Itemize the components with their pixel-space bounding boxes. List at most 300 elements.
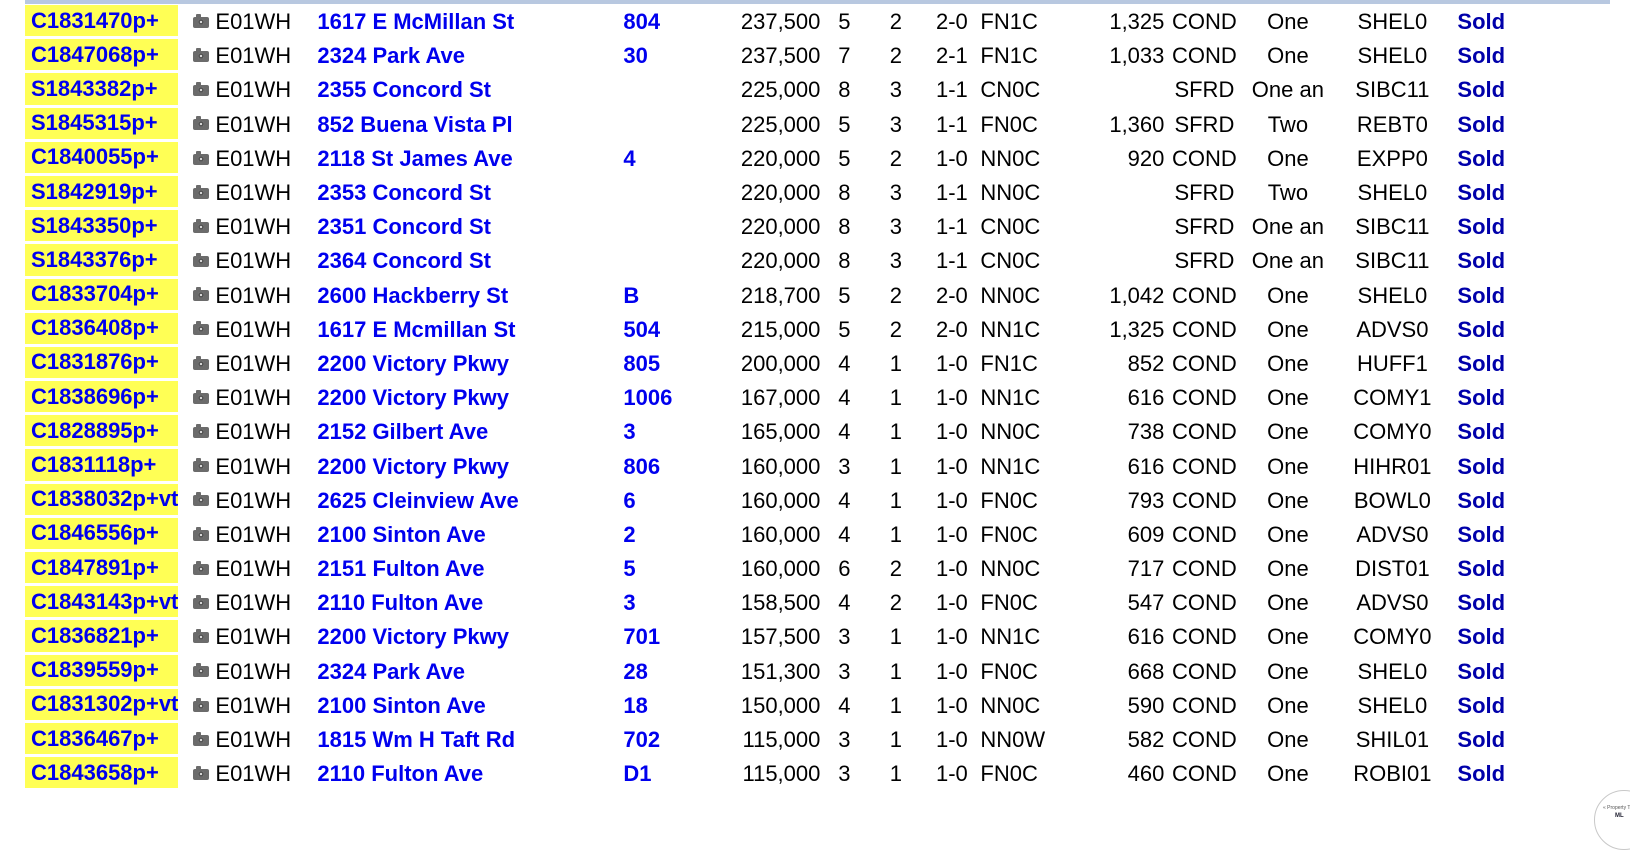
camera-icon[interactable]: [193, 393, 209, 404]
square-feet: 616: [1127, 385, 1165, 411]
square-feet: 793: [1127, 487, 1165, 513]
table-row: [25, 142, 1533, 176]
sold-price: 150,000: [740, 692, 821, 718]
property-style: One: [1267, 350, 1309, 376]
unit-number[interactable]: 2: [623, 521, 636, 547]
camera-icon[interactable]: [193, 598, 209, 609]
sold-price: 220,000: [740, 214, 821, 240]
sold-price: 160,000: [740, 487, 821, 513]
address-link[interactable]: 2152 Gilbert Ave: [317, 419, 489, 445]
listing-code: NN0C: [980, 180, 1041, 206]
camera-icon[interactable]: [193, 188, 209, 199]
bedrooms-count: 2: [889, 145, 903, 171]
property-style: Two: [1267, 180, 1309, 206]
address-link[interactable]: 1617 E Mcmillan St: [317, 316, 516, 342]
agent-code: SHEL0: [1357, 43, 1428, 69]
area-code: E01WH: [215, 453, 292, 479]
rooms-count: 5: [838, 111, 851, 137]
sold-price: 151,300: [740, 658, 821, 684]
photo-area-cell: [178, 552, 317, 586]
area-code: E01WH: [215, 692, 292, 718]
rooms-count: 7: [838, 43, 851, 69]
unit-number[interactable]: [623, 176, 715, 210]
bedrooms-count: 3: [889, 180, 903, 206]
camera-icon[interactable]: [193, 701, 209, 712]
bedrooms-count: 1: [889, 761, 903, 787]
address-link[interactable]: 2200 Victory Pkwy: [317, 350, 509, 376]
address-link[interactable]: 2100 Sinton Ave: [317, 521, 486, 547]
agent-code: SHEL0: [1357, 9, 1428, 35]
photo-area-cell: [178, 620, 317, 654]
unit-number[interactable]: 5: [623, 556, 636, 582]
property-type: COND: [1172, 727, 1237, 753]
area-code: E01WH: [215, 419, 292, 445]
table-row: [25, 244, 1533, 278]
rooms-count: 3: [838, 727, 851, 753]
table-row: [25, 552, 1533, 586]
property-type: COND: [1172, 453, 1237, 479]
mls-number-link[interactable]: C1846556p+: [25, 518, 178, 552]
square-feet: 609: [1127, 521, 1165, 547]
photo-area-cell: [178, 210, 317, 244]
baths-count: 2-1: [935, 43, 968, 69]
sold-price: 215,000: [740, 316, 821, 342]
unit-number[interactable]: 806: [623, 453, 661, 479]
mls-number-link[interactable]: S1845315p+: [25, 108, 178, 142]
address-link[interactable]: 2324 Park Ave: [317, 43, 465, 69]
bedrooms-count: 1: [889, 487, 903, 513]
square-feet: 582: [1127, 727, 1165, 753]
unit-number[interactable]: 30: [623, 43, 648, 69]
listing-code: NN0W: [980, 727, 1046, 753]
address-link[interactable]: 2110 Fulton Ave: [317, 761, 484, 787]
status-label: Sold: [1457, 624, 1506, 650]
mls-number-link[interactable]: C1836408p+: [25, 313, 178, 347]
address-link[interactable]: 2100 Sinton Ave: [317, 692, 486, 718]
baths-count: 1-0: [935, 385, 968, 411]
baths-count: 1-1: [935, 214, 968, 240]
bedrooms-count: 2: [889, 43, 903, 69]
listing-code: NN0C: [980, 692, 1041, 718]
area-code: E01WH: [215, 145, 292, 171]
status-label: Sold: [1457, 43, 1506, 69]
rooms-count: 4: [838, 521, 851, 547]
agent-code: COMY1: [1353, 385, 1432, 411]
square-feet: 590: [1127, 692, 1165, 718]
camera-icon[interactable]: [193, 85, 209, 96]
address-link[interactable]: 2625 Cleinview Ave: [317, 487, 519, 513]
square-feet: 460: [1127, 761, 1165, 787]
bedrooms-count: 1: [889, 350, 903, 376]
sold-price: 225,000: [740, 111, 821, 137]
mls-number-link[interactable]: S1843376p+: [25, 244, 178, 278]
address-link[interactable]: 2110 Fulton Ave: [317, 590, 484, 616]
agent-code: SIBC11: [1355, 77, 1430, 103]
unit-number[interactable]: 805: [623, 350, 661, 376]
unit-number[interactable]: 4: [623, 145, 636, 171]
unit-number[interactable]: 28: [623, 658, 648, 684]
table-row: [25, 449, 1533, 483]
property-type: COND: [1172, 282, 1237, 308]
property-style: One: [1267, 727, 1309, 753]
listing-code: NN1C: [980, 453, 1041, 479]
bedrooms-count: 3: [889, 248, 903, 274]
unit-number[interactable]: [623, 244, 715, 278]
listing-code: FN1C: [980, 9, 1038, 35]
camera-icon[interactable]: [193, 666, 209, 677]
property-style: One an: [1251, 248, 1324, 274]
listing-code: NN1C: [980, 624, 1041, 650]
address-link[interactable]: 2118 St James Ave: [317, 145, 513, 171]
address-link[interactable]: 2324 Park Ave: [317, 658, 465, 684]
listing-code: NN1C: [980, 385, 1041, 411]
status-label: Sold: [1457, 453, 1506, 479]
camera-icon[interactable]: [193, 119, 209, 130]
bedrooms-count: 1: [889, 521, 903, 547]
address-link[interactable]: 2200 Victory Pkwy: [317, 453, 509, 479]
mls-number-link[interactable]: C1831470p+: [25, 5, 178, 39]
rooms-count: 3: [838, 624, 851, 650]
bedrooms-count: 1: [889, 692, 903, 718]
agent-code: ADVS0: [1356, 316, 1429, 342]
square-feet: 616: [1127, 624, 1165, 650]
area-code: E01WH: [215, 9, 292, 35]
address-link[interactable]: 1617 E McMillan St: [317, 9, 515, 35]
sold-price: 165,000: [740, 419, 821, 445]
unit-number[interactable]: 504: [623, 316, 661, 342]
rooms-count: 8: [838, 214, 851, 240]
square-feet: [1078, 210, 1164, 244]
sold-price: 220,000: [740, 248, 821, 274]
widget-label: « Property T: [1603, 805, 1630, 811]
agent-code: ROBI01: [1353, 761, 1432, 787]
mls-number-link[interactable]: S1843382p+: [25, 73, 178, 107]
listing-code: FN0C: [980, 658, 1038, 684]
bedrooms-count: 1: [889, 727, 903, 753]
status-label: Sold: [1457, 487, 1506, 513]
square-feet: [1078, 244, 1164, 278]
table-row: [25, 108, 1533, 142]
mls-number-link[interactable]: C1831118p+: [25, 449, 178, 483]
camera-icon[interactable]: [193, 427, 209, 438]
address-link[interactable]: 2364 Concord St: [317, 248, 491, 274]
table-row: [25, 518, 1533, 552]
area-code: E01WH: [215, 761, 292, 787]
camera-icon[interactable]: [193, 564, 209, 575]
camera-icon[interactable]: [193, 51, 209, 62]
property-type: COND: [1172, 521, 1237, 547]
area-code: E01WH: [215, 111, 292, 137]
mls-number-link[interactable]: C1847068p+: [25, 39, 178, 73]
camera-icon[interactable]: [193, 461, 209, 472]
property-style: One: [1267, 761, 1309, 787]
property-type: COND: [1172, 316, 1237, 342]
bedrooms-count: 2: [889, 590, 903, 616]
camera-icon[interactable]: [193, 359, 209, 370]
camera-icon[interactable]: [193, 154, 209, 165]
unit-number[interactable]: 804: [623, 9, 661, 35]
photo-area-cell: [178, 689, 317, 723]
sold-price: 160,000: [740, 556, 821, 582]
camera-icon[interactable]: [193, 290, 209, 301]
baths-count: 1-0: [935, 624, 968, 650]
agent-code: SIBC11: [1355, 248, 1430, 274]
area-code: E01WH: [215, 385, 292, 411]
square-feet: 1,033: [1109, 43, 1165, 69]
sold-price: 225,000: [740, 77, 821, 103]
status-label: Sold: [1457, 761, 1506, 787]
property-style: One an: [1251, 214, 1324, 240]
address-link[interactable]: 2200 Victory Pkwy: [317, 624, 509, 650]
rooms-count: 3: [838, 453, 851, 479]
agent-code: ADVS0: [1356, 590, 1429, 616]
property-type: COND: [1172, 658, 1237, 684]
top-rule: [25, 0, 1610, 4]
unit-number[interactable]: [623, 210, 715, 244]
rooms-count: 4: [838, 385, 851, 411]
listing-code: NN0C: [980, 282, 1041, 308]
mls-number-link[interactable]: C1828895p+: [25, 415, 178, 449]
baths-count: 1-0: [935, 419, 968, 445]
status-label: Sold: [1457, 180, 1506, 206]
mls-number-link[interactable]: C1843143p+vt: [25, 586, 178, 620]
area-code: E01WH: [215, 214, 292, 240]
photo-area-cell: [178, 415, 317, 449]
agent-code: SIBC11: [1355, 214, 1430, 240]
property-style: One: [1267, 487, 1309, 513]
baths-count: 1-1: [935, 77, 968, 103]
table-row: [25, 757, 1533, 791]
status-label: Sold: [1457, 77, 1506, 103]
listing-code: CN0C: [980, 214, 1041, 240]
status-label: Sold: [1457, 316, 1506, 342]
mls-number-link[interactable]: S1842919p+: [25, 176, 178, 210]
mls-number-link[interactable]: C1836821p+: [25, 620, 178, 654]
listing-code: FN0C: [980, 487, 1038, 513]
baths-count: 2-0: [935, 282, 968, 308]
sold-price: 160,000: [740, 453, 821, 479]
photo-area-cell: [178, 5, 317, 39]
mls-number-link[interactable]: C1836467p+: [25, 723, 178, 757]
listing-code: CN0C: [980, 77, 1041, 103]
area-code: E01WH: [215, 248, 292, 274]
property-style: One: [1267, 692, 1309, 718]
listing-code: NN0C: [980, 145, 1041, 171]
status-label: Sold: [1457, 419, 1506, 445]
address-link[interactable]: 2353 Concord St: [317, 180, 491, 206]
area-code: E01WH: [215, 43, 292, 69]
table-row: [25, 347, 1533, 381]
sold-price: 218,700: [740, 282, 821, 308]
property-type: COND: [1172, 692, 1237, 718]
area-code: E01WH: [215, 727, 292, 753]
square-feet: 616: [1127, 453, 1165, 479]
photo-area-cell: [178, 757, 317, 791]
agent-code: COMY0: [1353, 624, 1432, 650]
mls-number-link[interactable]: C1839559p+: [25, 655, 178, 689]
unit-number[interactable]: B: [623, 282, 640, 308]
area-code: E01WH: [215, 350, 292, 376]
property-style: One: [1267, 282, 1309, 308]
camera-icon[interactable]: [193, 324, 209, 335]
address-link[interactable]: 1815 Wm H Taft Rd: [317, 727, 516, 753]
mls-number-link[interactable]: C1847891p+: [25, 552, 178, 586]
sold-price: 220,000: [740, 145, 821, 171]
area-code: E01WH: [215, 590, 292, 616]
property-type: COND: [1172, 419, 1237, 445]
property-type: COND: [1172, 350, 1237, 376]
table-row: [25, 415, 1533, 449]
baths-count: 1-1: [935, 180, 968, 206]
status-label: Sold: [1457, 111, 1506, 137]
bedrooms-count: 2: [889, 9, 903, 35]
sold-price: 115,000: [742, 761, 821, 787]
bedrooms-count: 3: [889, 214, 903, 240]
camera-icon[interactable]: [193, 530, 209, 541]
address-link[interactable]: 2351 Concord St: [317, 214, 491, 240]
agent-code: HIHR01: [1353, 453, 1432, 479]
address-link[interactable]: 2151 Fulton Ave: [317, 556, 485, 582]
bedrooms-count: 2: [889, 556, 903, 582]
photo-area-cell: [178, 381, 317, 415]
property-type: COND: [1172, 145, 1237, 171]
agent-code: SHEL0: [1357, 282, 1428, 308]
property-type: SFRD: [1174, 248, 1235, 274]
area-code: E01WH: [215, 624, 292, 650]
unit-number[interactable]: 3: [623, 419, 636, 445]
status-label: Sold: [1457, 214, 1506, 240]
status-label: Sold: [1457, 556, 1506, 582]
agent-code: SHIL01: [1355, 727, 1430, 753]
square-feet: 738: [1127, 419, 1165, 445]
rooms-count: 4: [838, 350, 851, 376]
baths-count: 1-0: [935, 521, 968, 547]
property-type: SFRD: [1174, 214, 1235, 240]
mls-number-link[interactable]: C1831302p+vt: [25, 689, 178, 723]
property-type: SFRD: [1174, 111, 1235, 137]
square-feet: 668: [1127, 658, 1165, 684]
area-code: E01WH: [215, 487, 292, 513]
agent-code: SHEL0: [1357, 180, 1428, 206]
rooms-count: 5: [838, 9, 851, 35]
unit-number[interactable]: 702: [623, 727, 661, 753]
agent-code: REBT0: [1356, 111, 1428, 137]
rooms-count: 4: [838, 692, 851, 718]
property-style: One: [1267, 624, 1309, 650]
area-code: E01WH: [215, 77, 292, 103]
photo-area-cell: [178, 142, 317, 176]
bedrooms-count: 1: [889, 385, 903, 411]
camera-icon[interactable]: [193, 495, 209, 506]
address-link[interactable]: 2355 Concord St: [317, 77, 491, 103]
sold-price: 158,500: [740, 590, 821, 616]
status-label: Sold: [1457, 282, 1506, 308]
listing-code: FN1C: [980, 350, 1038, 376]
camera-icon[interactable]: [193, 632, 209, 643]
sold-price: 167,000: [740, 385, 821, 411]
square-feet: 717: [1127, 556, 1165, 582]
mls-number-link[interactable]: C1838032p+vt: [25, 484, 178, 518]
agent-code: BOWL0: [1353, 487, 1431, 513]
address-link[interactable]: 2600 Hackberry St: [317, 282, 509, 308]
rooms-count: 8: [838, 77, 851, 103]
mls-number-link[interactable]: C1838696p+: [25, 381, 178, 415]
baths-count: 1-0: [935, 590, 968, 616]
camera-icon[interactable]: [193, 769, 209, 780]
area-code: E01WH: [215, 521, 292, 547]
property-style: One: [1267, 590, 1309, 616]
camera-icon[interactable]: [193, 222, 209, 233]
unit-number[interactable]: 3: [623, 590, 636, 616]
baths-count: 2-0: [935, 316, 968, 342]
area-code: E01WH: [215, 282, 292, 308]
rooms-count: 8: [838, 180, 851, 206]
table-row: [25, 210, 1533, 244]
mls-number-link[interactable]: C1831876p+: [25, 347, 178, 381]
mls-number-link[interactable]: C1843658p+: [25, 757, 178, 791]
unit-number[interactable]: D1: [623, 761, 652, 787]
unit-number[interactable]: 18: [623, 692, 648, 718]
baths-count: 1-0: [935, 145, 968, 171]
rooms-count: 3: [838, 761, 851, 787]
square-feet: 920: [1127, 145, 1165, 171]
address-link[interactable]: 852 Buena Vista Pl: [317, 111, 513, 137]
property-type: COND: [1172, 761, 1237, 787]
unit-number[interactable]: [623, 108, 715, 142]
photo-area-cell: [178, 723, 317, 757]
sold-price: 237,500: [740, 43, 821, 69]
baths-count: 1-0: [935, 761, 968, 787]
table-row: [25, 620, 1533, 654]
camera-icon[interactable]: [193, 17, 209, 28]
listing-code: FN0C: [980, 521, 1038, 547]
photo-area-cell: [178, 518, 317, 552]
mls-number-link[interactable]: C1840055p+: [25, 142, 178, 176]
unit-number[interactable]: 1006: [623, 385, 673, 411]
rooms-count: 3: [838, 658, 851, 684]
status-label: Sold: [1457, 692, 1506, 718]
property-style: One: [1267, 316, 1309, 342]
status-label: Sold: [1457, 385, 1506, 411]
table-row: [25, 381, 1533, 415]
status-label: Sold: [1457, 590, 1506, 616]
rooms-count: 4: [838, 419, 851, 445]
unit-number[interactable]: 701: [623, 624, 661, 650]
table-row: [25, 484, 1533, 518]
property-tools-widget[interactable]: [1594, 790, 1630, 850]
unit-number[interactable]: 6: [623, 487, 636, 513]
bedrooms-count: 2: [889, 282, 903, 308]
property-style: One: [1267, 453, 1309, 479]
mls-number-link[interactable]: C1833704p+: [25, 279, 178, 313]
square-feet: 852: [1127, 350, 1165, 376]
camera-icon[interactable]: [193, 735, 209, 746]
table-row: [25, 5, 1533, 39]
property-style: One: [1267, 658, 1309, 684]
unit-number[interactable]: [623, 73, 715, 107]
agent-code: SHEL0: [1357, 692, 1428, 718]
sold-price: 160,000: [740, 521, 821, 547]
address-link[interactable]: 2200 Victory Pkwy: [317, 385, 509, 411]
square-feet: 1,042: [1109, 282, 1165, 308]
property-type: SFRD: [1174, 77, 1235, 103]
rooms-count: 4: [838, 590, 851, 616]
mls-number-link[interactable]: S1843350p+: [25, 210, 178, 244]
agent-code: COMY0: [1353, 419, 1432, 445]
camera-icon[interactable]: [193, 256, 209, 267]
square-feet: 1,360: [1109, 111, 1165, 137]
baths-count: 1-0: [935, 556, 968, 582]
